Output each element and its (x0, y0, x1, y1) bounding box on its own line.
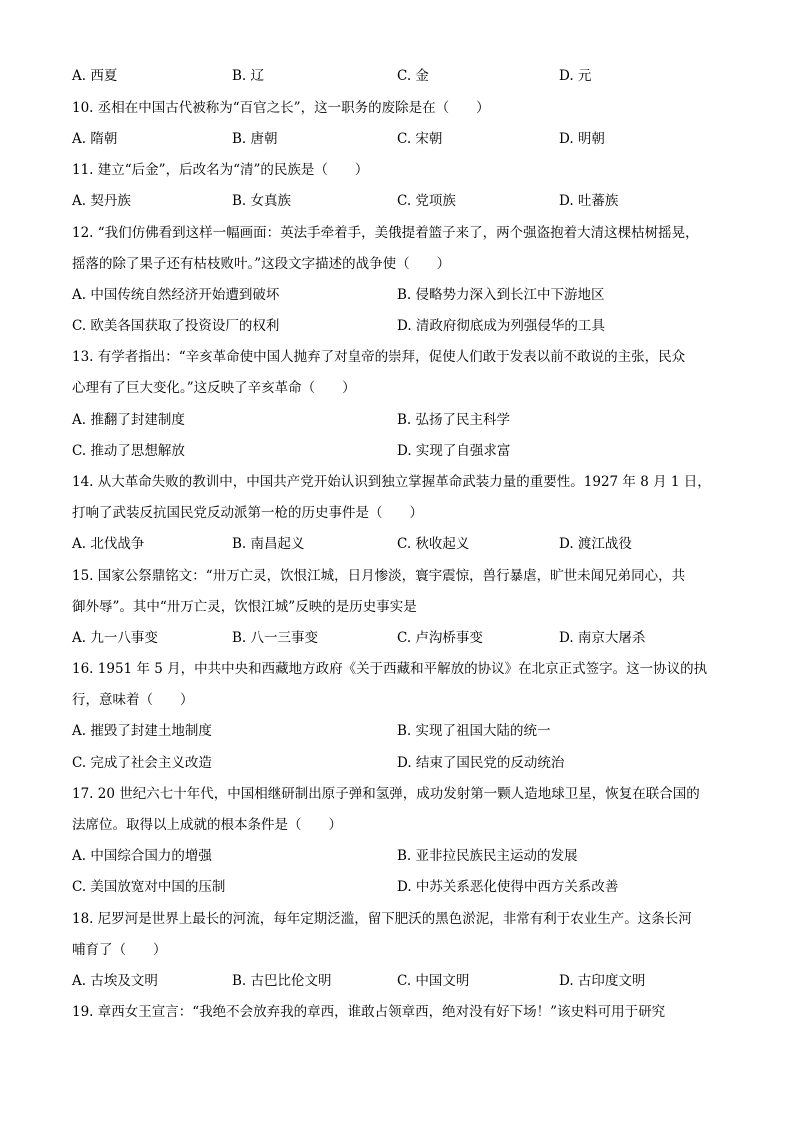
option-a: A. 中国综合国力的增强 (72, 848, 212, 864)
option-a: A. 推翻了封建制度 (72, 412, 185, 428)
question-stem-q15-line1: 15. 国家公祭鼎铭文：“卅万亡灵，饮恨江城，日月惨淡，寰宇震惊，兽行暴虐，旷世未闻兄弟同心，共 (72, 568, 686, 584)
option-a: A. 西夏 (72, 68, 118, 84)
option-d: D. 古印度文明 (559, 973, 646, 989)
option-a: A. 北伐战争 (72, 536, 145, 552)
option-d: D. 元 (559, 68, 592, 84)
option-c: C. 推动了思想解放 (72, 443, 185, 459)
question-stem-q16-line2: 行，意味着（ ） (72, 692, 194, 708)
option-a: A. 九一八事变 (72, 630, 158, 646)
option-d: D. 实现了自强求富 (397, 443, 511, 459)
question-stem-q18-line1: 18. 尼罗河是世界上最长的河流，每年定期泛滥，留下肥沃的黑色淤泥，非常有利于农业生产。这条长河 (72, 911, 692, 927)
option-b: B. 辽 (232, 68, 265, 84)
option-d: D. 南京大屠杀 (559, 630, 646, 646)
question-stem-q16-line1: 16. 1951 年 5 月，中共中央和西藏地方政府《关于西藏和平解放的协议》在北京正式签字。这一协议的执 (72, 661, 708, 677)
question-stem-q15-line2: 御外辱”。其中“卅万亡灵，饮恨江城”反映的是历史事实是 (72, 599, 417, 615)
question-stem-q13-line1: 13. 有学者指出：“辛亥革命使中国人抛弃了对皇帝的崇拜，促使人们敢于发表以前不敢说的主张，民众 (72, 349, 686, 365)
option-a: A. 隋朝 (72, 131, 118, 147)
option-b: B. 八一三事变 (232, 630, 319, 646)
option-c: C. 欧美各国获取了投资设厂的权利 (72, 318, 280, 334)
option-b: B. 弘扬了民主科学 (397, 412, 511, 428)
question-stem-q18-line2: 哺育了（ ） (72, 942, 167, 958)
option-c: C. 秋收起义 (397, 536, 470, 552)
option-a: A. 中国传统自然经济开始遭到破坏 (72, 287, 280, 303)
option-b: B. 南昌起义 (232, 536, 305, 552)
option-b: B. 侵略势力深入到长江中下游地区 (397, 287, 605, 303)
option-c: C. 党项族 (397, 193, 456, 209)
option-a: A. 古埃及文明 (72, 973, 158, 989)
question-stem-q11: 11. 建立“后金”，后改名为“清”的民族是（ ） (72, 162, 369, 178)
option-d: D. 清政府彻底成为列强侵华的工具 (397, 318, 605, 334)
question-stem-q13-line2: 心理有了巨大变化。”这反映了辛亥革命（ ） (72, 380, 356, 396)
question-stem-q12-line2: 摇落的除了果子还有枯枝败叶。”这段文字描述的战争使（ ） (72, 256, 451, 272)
question-stem-q10: 10. 丞相在中国古代被称为“百官之长”，这一职务的废除是在（ ） (72, 100, 490, 116)
option-c: C. 美国放宽对中国的压制 (72, 879, 226, 895)
option-c: C. 中国文明 (397, 973, 470, 989)
option-c: C. 完成了社会主义改造 (72, 755, 212, 771)
option-c: C. 宋朝 (397, 131, 443, 147)
option-b: B. 女真族 (232, 193, 292, 209)
question-stem-q12-line1: 12. “我们仿佛看到这样一幅画面：英法手牵着手，美俄提着篮子来了，两个强盗抱着大清这棵枯树摇晃， (72, 225, 699, 241)
option-b: B. 实现了祖国大陆的统一 (397, 723, 551, 739)
option-d: D. 结束了国民党的反动统治 (397, 755, 565, 771)
question-stem-q14-line2: 打响了武装反抗国民党反动派第一枪的历史事件是（ ） (72, 505, 423, 521)
option-d: D. 吐蕃族 (559, 193, 619, 209)
option-a: A. 摧毁了封建土地制度 (72, 723, 212, 739)
option-c: C. 卢沟桥事变 (397, 630, 483, 646)
option-b: B. 唐朝 (232, 131, 278, 147)
option-b: B. 亚非拉民族民主运动的发展 (397, 848, 578, 864)
option-c: C. 金 (397, 68, 429, 84)
option-d: D. 渡江战役 (559, 536, 632, 552)
question-stem-q17-line1: 17. 20 世纪六七十年代，中国相继研制出原子弹和氢弹，成功发射第一颗人造地球卫星，恢复在联合国的 (72, 786, 700, 802)
option-a: A. 契丹族 (72, 193, 131, 209)
option-d: D. 中苏关系恶化使得中西方关系改善 (397, 879, 619, 895)
question-stem-q14-line1: 14. 从大革命失败的教训中，中国共产党开始认识到独立掌握革命武装力量的重要性。1927 年 8 月 1 日， (72, 474, 711, 490)
option-b: B. 古巴比伦文明 (232, 973, 332, 989)
question-stem-q19: 19. 章西女王宣言：“我绝不会放弃我的章西，谁敢占领章西，绝对没有好下场！”该史料可用于研究 (72, 1004, 666, 1020)
question-stem-q17-line2: 法席位。取得以上成就的根本条件是（ ） (72, 817, 342, 833)
option-d: D. 明朝 (559, 131, 605, 147)
